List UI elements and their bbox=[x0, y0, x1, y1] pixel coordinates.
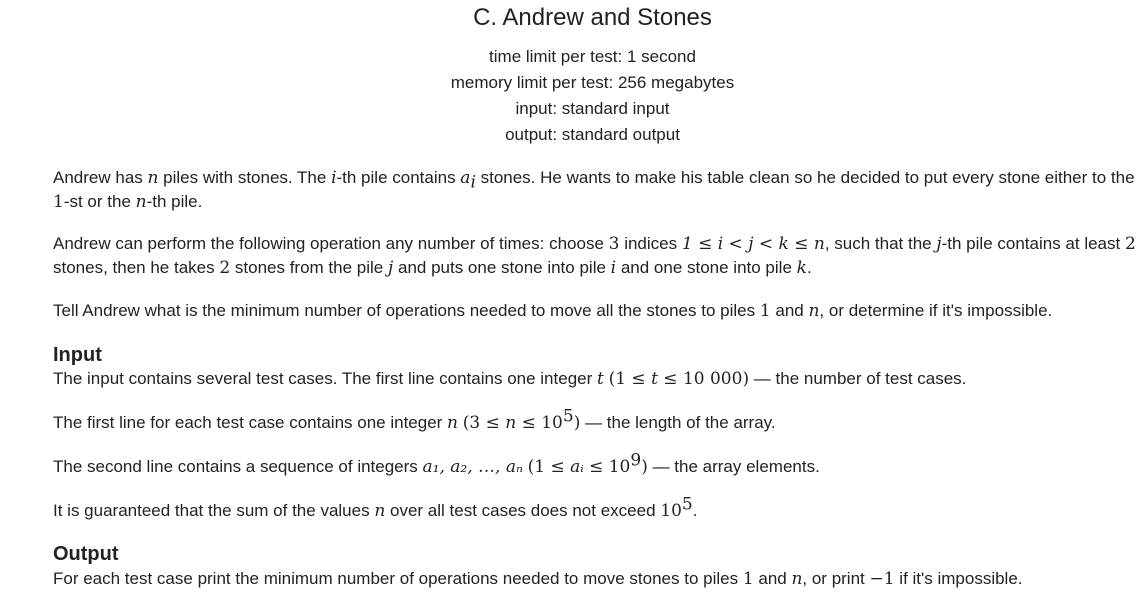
math-n: n bbox=[447, 413, 458, 433]
math-index-constraint: 1 ≤ i < j < k ≤ n bbox=[681, 234, 825, 254]
math-t: t bbox=[651, 369, 658, 389]
math-ai: aᵢ bbox=[570, 457, 584, 477]
math-1: 1 bbox=[53, 192, 64, 212]
math-exponent: 5 bbox=[681, 494, 693, 515]
math-n: n bbox=[374, 501, 386, 521]
math-j: j bbox=[387, 258, 394, 278]
text: stones, then he takes bbox=[53, 258, 220, 277]
text: — the length of the array. bbox=[580, 413, 776, 432]
math-sub-i: i bbox=[470, 172, 476, 193]
input-paragraph-2 bbox=[53, 406, 1138, 435]
problem-title: C. Andrew and Stones bbox=[473, 4, 712, 31]
text: — the array elements. bbox=[647, 457, 820, 476]
math-open: (1 ≤ bbox=[527, 457, 571, 477]
input-paragraph-3 bbox=[53, 450, 1138, 479]
math-n: n bbox=[808, 301, 820, 321]
statement-paragraph-1 bbox=[53, 166, 1138, 214]
math-n: n bbox=[135, 192, 147, 212]
math-1: 1 bbox=[742, 569, 754, 589]
text: The input contains several test cases. The first line contains one integer bbox=[53, 369, 597, 388]
math-close: ) bbox=[573, 413, 581, 433]
math-n: n bbox=[791, 569, 803, 589]
text: -th pile contains bbox=[336, 168, 461, 187]
math-exponent: 5 bbox=[562, 406, 574, 427]
input-heading: Input bbox=[53, 344, 102, 366]
math-a: a bbox=[460, 168, 471, 188]
math-sequence: a₁, a₂, …, aₙ bbox=[422, 457, 523, 477]
math-minus-1: −1 bbox=[869, 569, 895, 589]
math-10: 10 bbox=[660, 501, 682, 521]
text: — the number of test cases. bbox=[749, 369, 967, 388]
text: -th pile contains at least bbox=[941, 234, 1125, 253]
input-paragraph-1 bbox=[53, 367, 1138, 391]
input-spec: input: standard input bbox=[515, 99, 670, 118]
output-paragraph-1 bbox=[53, 567, 1138, 591]
text: stones from the pile bbox=[230, 258, 388, 277]
text: and bbox=[770, 301, 809, 320]
text: Andrew can perform the following operation any number of times: choose bbox=[53, 234, 609, 253]
text: and puts one stone into pile bbox=[393, 258, 611, 277]
text: For each test case print the minimum number of operations needed to move stones to piles bbox=[53, 569, 743, 588]
output-heading: Output bbox=[53, 543, 119, 565]
math-k: k bbox=[796, 258, 807, 278]
math-n: n bbox=[505, 413, 517, 433]
math-bound: ≤ 10 bbox=[516, 413, 563, 433]
time-limit: time limit per test: 1 second bbox=[489, 47, 696, 66]
math-1: 1 bbox=[759, 301, 771, 321]
text: and bbox=[753, 569, 792, 588]
text: indices bbox=[619, 234, 682, 253]
text: , or determine if it's impossible. bbox=[819, 301, 1053, 320]
math-i: i bbox=[331, 168, 337, 188]
math-j: j bbox=[936, 234, 942, 254]
math-t: t bbox=[596, 369, 604, 389]
statement-paragraph-3 bbox=[53, 299, 1138, 323]
problem-limits bbox=[0, 44, 1147, 148]
output-spec: output: standard output bbox=[505, 125, 680, 144]
text: if it's impossible. bbox=[894, 569, 1023, 588]
math-close: ≤ 10 000) bbox=[657, 369, 750, 389]
text: , such that the bbox=[824, 234, 937, 253]
text: -th pile. bbox=[146, 192, 203, 211]
text: It is guaranteed that the sum of the values bbox=[53, 501, 375, 520]
math-2: 2 bbox=[1124, 234, 1136, 254]
text: . bbox=[806, 258, 812, 277]
statement-paragraph-2 bbox=[53, 232, 1138, 280]
math-close: ) bbox=[641, 457, 648, 477]
text: piles with stones. The bbox=[158, 168, 332, 187]
text: The first line for each test case contains one integer bbox=[53, 413, 448, 432]
input-paragraph-4 bbox=[53, 494, 1138, 523]
text: , or print bbox=[802, 569, 870, 588]
text: stones. He wants to make his table clean so he decided to put every stone either to the bbox=[475, 168, 1135, 187]
text: The second line contains a sequence of integers bbox=[53, 457, 423, 476]
math-open: (3 ≤ bbox=[462, 413, 506, 433]
math-bound: ≤ 10 bbox=[583, 457, 631, 477]
math-open: (1 ≤ bbox=[608, 369, 652, 389]
text: over all test cases does not exceed bbox=[385, 501, 661, 520]
text: -st or the bbox=[63, 192, 136, 211]
text: Andrew has bbox=[53, 168, 148, 187]
text: and one stone into pile bbox=[616, 258, 797, 277]
text: Tell Andrew what is the minimum number of operations needed to move all the stones to piles bbox=[53, 301, 760, 320]
math-3: 3 bbox=[608, 234, 620, 254]
math-n: n bbox=[147, 168, 159, 188]
text: . bbox=[692, 501, 698, 520]
memory-limit: memory limit per test: 256 megabytes bbox=[450, 73, 735, 92]
math-i: i bbox=[610, 258, 617, 278]
problem-header bbox=[0, 0, 1147, 148]
math-2: 2 bbox=[219, 258, 231, 278]
math-exponent: 9 bbox=[630, 450, 642, 471]
